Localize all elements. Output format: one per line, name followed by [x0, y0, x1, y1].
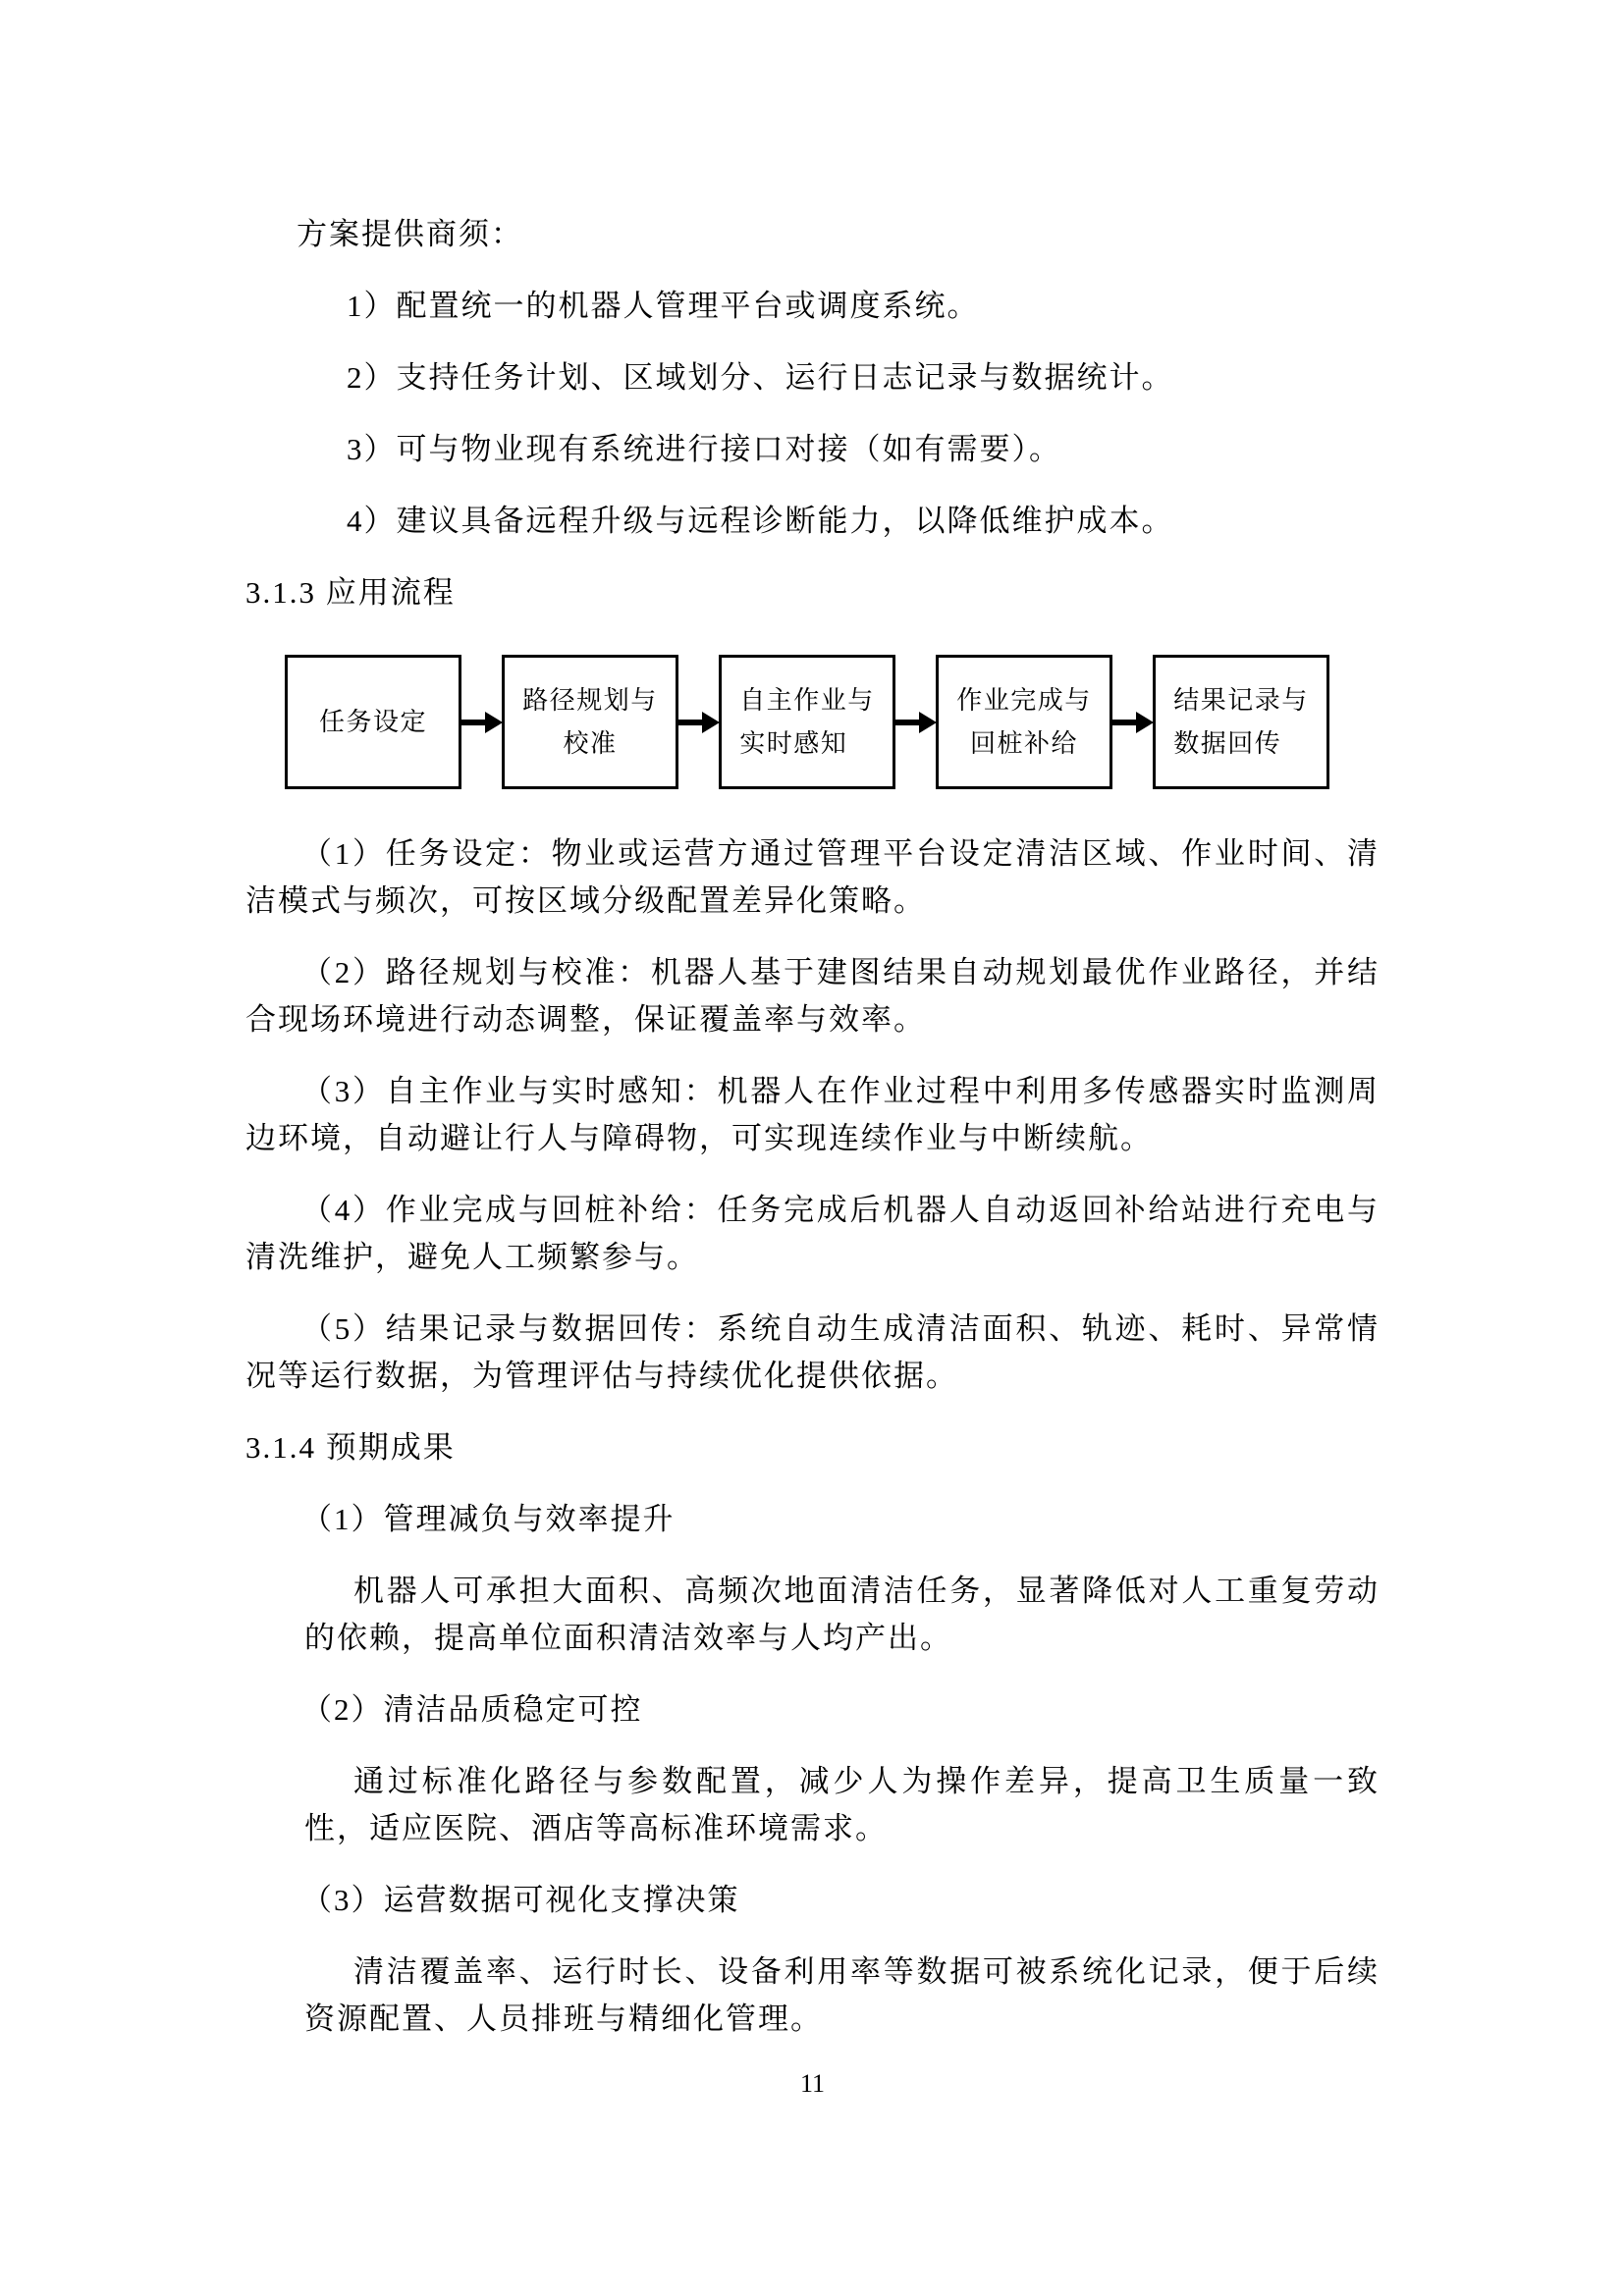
outcome-item-title-1: （1）管理减负与效率提升: [301, 1502, 676, 1536]
requirement-item-1: 1）配置统一的机器人管理平台或调度系统。: [347, 289, 980, 323]
flow-step-autonomous-operation: [719, 655, 895, 789]
process-step-paragraph-3: （3）自主作业与实时感知：机器人在作业过程中利用多传感器实时监测周边环境，自动避让行人与障碍物，可实现连续作业与中断续航。: [245, 1074, 1380, 1155]
process-step-paragraph-5: （5）结果记录与数据回传：系统自动生成清洁面积、轨迹、耗时、异常情况等运行数据，为管理评估与持续优化提供依据。: [245, 1311, 1380, 1393]
process-step-paragraph-1: （1）任务设定：物业或运营方通过管理平台设定清洁区域、作业时间、清洁模式与频次，可按区域分级配置差异化策略。: [245, 836, 1380, 918]
application-flow-diagram: [285, 655, 1380, 789]
flow-step-task-setting: [285, 655, 461, 789]
flow-step-path-planning: [502, 655, 678, 789]
outcome-item-body-1: 机器人可承担大面积、高频次地面清洁任务，显著降低对人工重复劳动的依赖，提高单位面积清洁效率与人均产出。: [304, 1574, 1380, 1655]
flow-step-label: 任务设定: [318, 707, 427, 736]
requirement-item-4: 4）建议具备远程升级与远程诊断能力，以降低维护成本。: [347, 504, 1174, 538]
outcome-item-title-2: （2）清洁品质稳定可控: [301, 1692, 643, 1727]
flow-step-result-logging: [1153, 655, 1329, 789]
outcome-item-title-3: （3）运营数据可视化支撑决策: [301, 1883, 740, 1917]
flow-arrow-icon: [678, 655, 719, 789]
flow-step-label: 路径规划与 校准: [522, 685, 658, 758]
page-number: 11: [799, 2069, 826, 2098]
flow-step-label: 作业完成与 回桩补给: [956, 685, 1092, 758]
section-3-1-3-heading: 3.1.3 应用流程: [245, 575, 456, 610]
requirement-item-3: 3）可与物业现有系统进行接口对接（如有需要）。: [347, 432, 1061, 466]
flow-step-dock-resupply: [936, 655, 1112, 789]
flow-step-label: 自主作业与 实时感知: [739, 685, 875, 758]
outcome-item-body-3: 清洁覆盖率、运行时长、设备利用率等数据可被系统化记录，便于后续资源配置、人员排班与精细化管理。: [304, 1954, 1380, 2036]
requirement-item-2: 2）支持任务计划、区域划分、运行日志记录与数据统计。: [347, 360, 1174, 395]
flow-arrow-icon: [461, 655, 502, 789]
process-step-paragraph-2: （2）路径规划与校准：机器人基于建图结果自动规划最优作业路径，并结合现场环境进行动态调整，保证覆盖率与效率。: [245, 955, 1380, 1037]
outcome-item-body-2: 通过标准化路径与参数配置，减少人为操作差异，提高卫生质量一致性，适应医院、酒店等高标准环境需求。: [304, 1764, 1380, 1845]
process-step-paragraph-4: （4）作业完成与回桩补给：任务完成后机器人自动返回补给站进行充电与清洗维护，避免人工频繁参与。: [245, 1193, 1380, 1274]
section-3-1-4-heading: 3.1.4 预期成果: [245, 1430, 456, 1465]
flow-arrow-icon: [895, 655, 936, 789]
flow-arrow-icon: [1112, 655, 1153, 789]
intro-paragraph: 方案提供商须：: [297, 217, 523, 251]
flow-step-label: 结果记录与 数据回传: [1173, 685, 1309, 758]
